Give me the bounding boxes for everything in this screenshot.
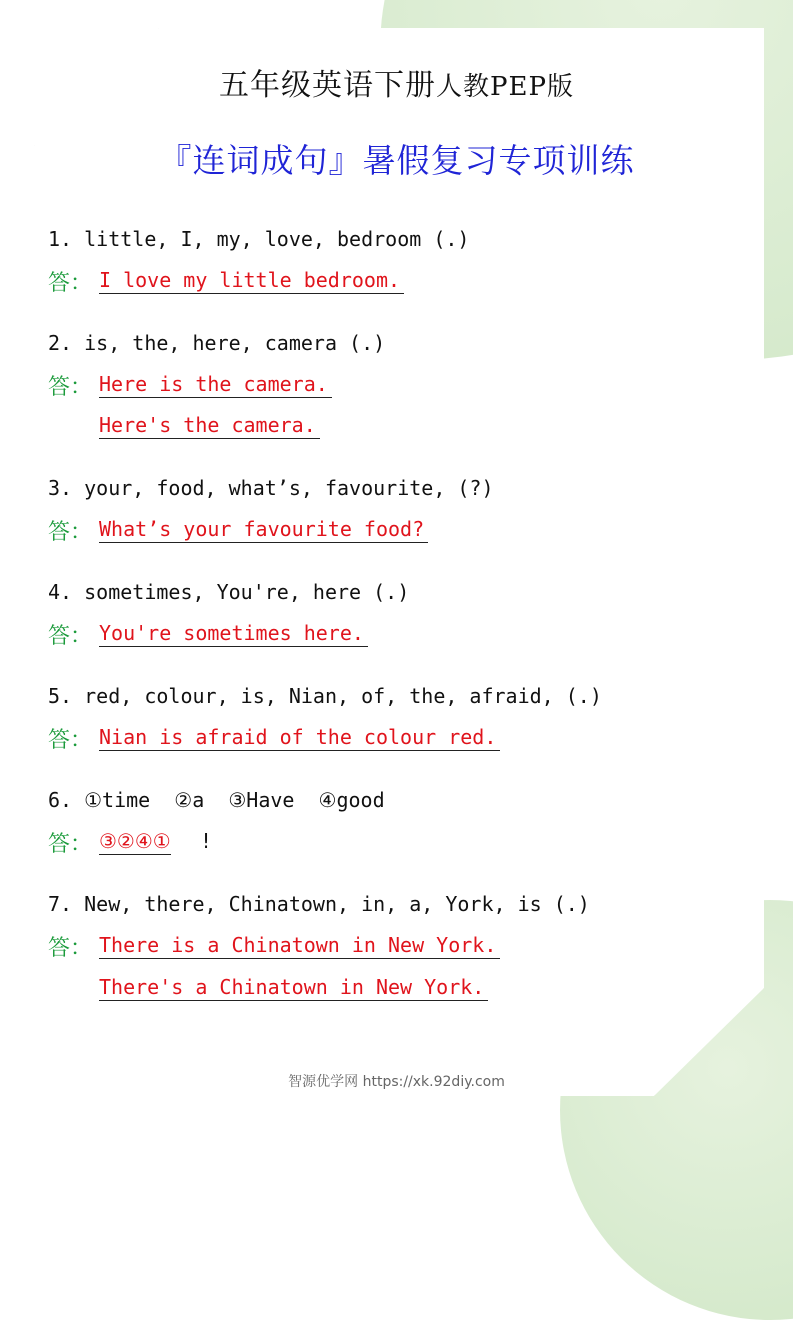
title-sub: 人教PEP版 [436, 72, 574, 102]
footer-watermark: 智源优学网 https://xk.92diy.com [288, 1074, 505, 1090]
question-2: 2. is, the, here, camera (.) [48, 331, 386, 355]
answer-label-7: 答： [48, 936, 93, 961]
page-title [0, 60, 793, 104]
question-7: 7. New, there, Chinatown, in, a, York, is (.) [48, 892, 590, 916]
answer-1: I love my little bedroom. [99, 268, 404, 294]
answer-7b: There's a Chinatown in New York. [99, 975, 488, 1001]
answer-label-4: 答： [48, 624, 93, 649]
answer-5: Nian is afraid of the colour red. [99, 725, 500, 751]
answer-4: You're sometimes here. [99, 621, 368, 647]
answer-label-2: 答： [48, 375, 93, 400]
title-main: 五年级英语下册 [219, 68, 437, 103]
question-5: 5. red, colour, is, Nian, of, the, afraid, (.) [48, 684, 602, 708]
answer-label-6: 答： [48, 832, 93, 857]
answer-6-tail: ! [200, 829, 213, 853]
question-3: 3. your, food, what’s, favourite, (?) [48, 476, 494, 500]
page-subtitle: 『连词成句』暑假复习专项训练 [158, 141, 635, 180]
answer-2a: Here is the camera. [99, 372, 332, 398]
answer-3: What’s your favourite food? [99, 517, 428, 543]
answer-2b: Here's the camera. [99, 413, 320, 439]
answer-6: ③②④① [99, 829, 171, 853]
question-1: 1. little, I, my, love, bedroom (.) [48, 227, 470, 251]
answer-7a: There is a Chinatown in New York. [99, 933, 500, 959]
question-6: 6. ①time ②a ③Have ④good [48, 788, 385, 812]
question-4: 4. sometimes, You're, here (.) [48, 580, 410, 604]
answer-label-3: 答： [48, 520, 93, 545]
answer-label-1: 答： [48, 271, 93, 296]
answer-label-5: 答： [48, 728, 93, 753]
